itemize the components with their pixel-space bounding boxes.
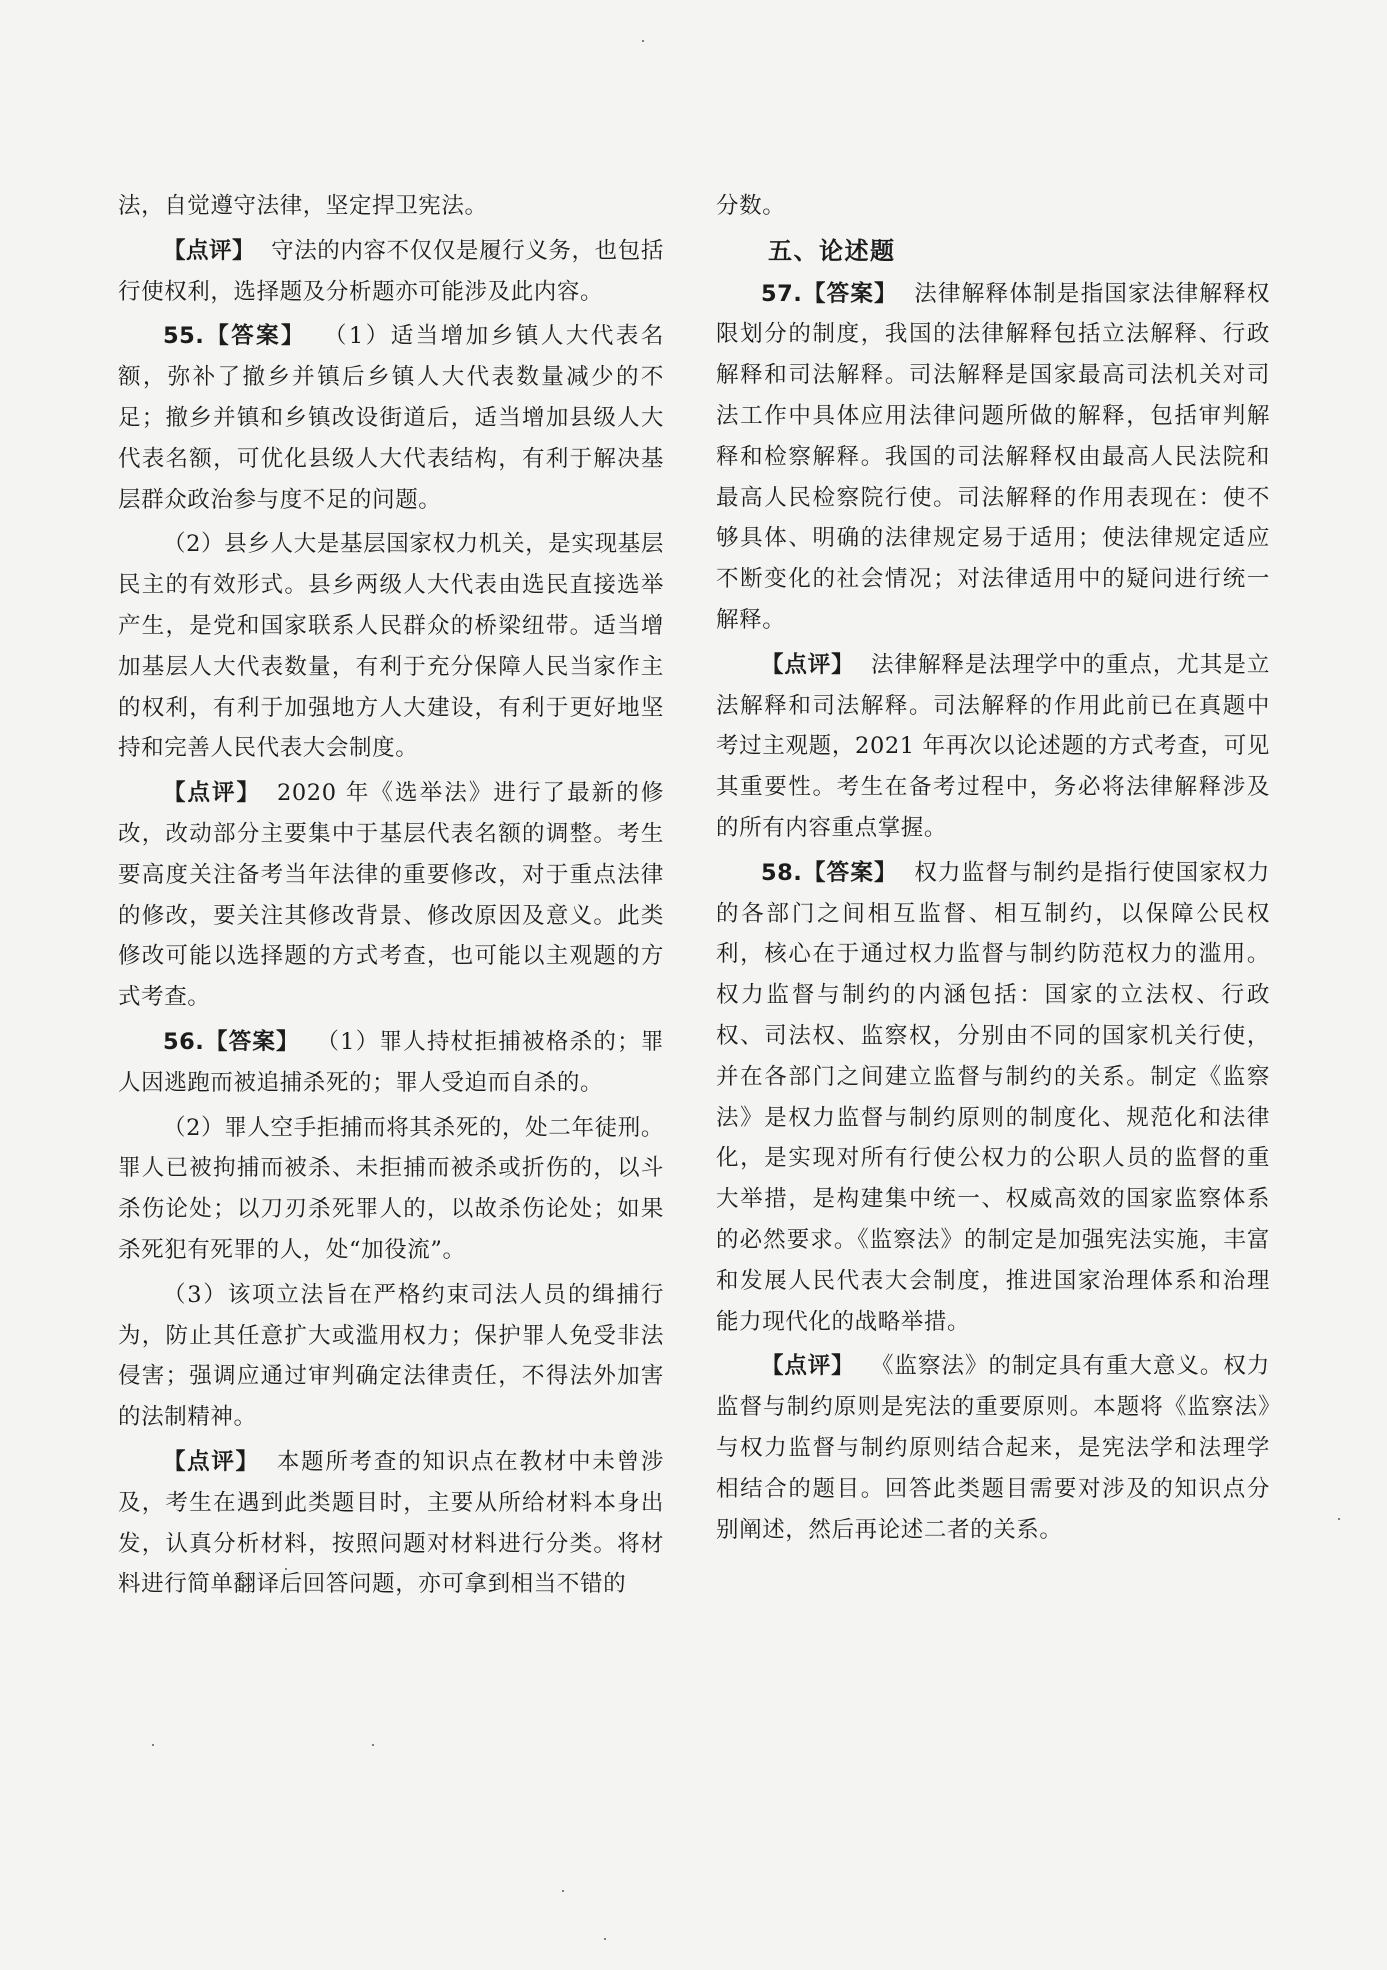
paragraph [716, 186, 1270, 227]
review-58 [716, 1346, 1270, 1550]
review-tag: 【点评】 [761, 651, 855, 678]
answer-text: （1）罪人持杖拒捕被格杀的；罪人因逃跑而被追捕杀死的；罪人受迫而自杀的。 [118, 1028, 664, 1096]
left-column [118, 186, 664, 1609]
right-column [716, 186, 1270, 1554]
review-paragraph [118, 231, 664, 313]
answer-tag: 【答案】 [802, 280, 898, 307]
review-text: 《监察法》的制定具有重大意义。权力监督与制约原则是宪法的重要原则。本题将《监察法》与权力监督与制约原则结合起来，是宪法学和法理学相结合的题目。回答此类题目需要对涉及的知识点分别阐述，然后再论述二者的关系。 [716, 1353, 1270, 1543]
answer-text: 权力监督与制约是指行使国家权力的各部门之间相互监督、相互制约，以保障公民权利，核心在于通过权力监督与制约防范权力的滥用。权力监督与制约的内涵包括：国家的立法权、行政权、司法权、监察权，分别由不同的国家机关行使，并在各部门之间建立监督与制约的关系。制定《监察法》是权力监督与制约原则的制度化、规范化和法律化，是实现对所有行使公权力的公职人员的监督的重大举措，是构建集中统一、权威高效的国家监察体系的必然要求。《监察法》的制定是加强宪法实施，丰富和发展人民代表大会制度，推进国家治理体系和治理能力现代化的战略举措。 [716, 859, 1270, 1335]
review-tag: 【点评】 [761, 1353, 855, 1380]
review-text: 守法的内容不仅仅是履行义务，也包括行使权利，选择题及分析题亦可能涉及此内容。 [118, 237, 664, 305]
answer-56-part-1 [118, 1022, 664, 1104]
scan-speck [562, 1890, 564, 1892]
answer-56-part-2 [118, 1108, 664, 1271]
paragraph-text: 法，自觉遵守法律，坚定捍卫宪法。 [118, 193, 488, 219]
answer-56-part-3 [118, 1275, 664, 1438]
review-tag: 【点评】 [163, 237, 256, 264]
question-number: 58. [761, 859, 803, 886]
question-number: 57. [761, 280, 803, 307]
answer-tag: 【答案】 [802, 859, 898, 886]
paragraph [118, 186, 664, 227]
paragraph-text: 分数。 [716, 193, 786, 219]
answer-text: 法律解释体制是指国家法律解释权限划分的制度，我国的法律解释包括立法解释、行政解释和司法解释。司法解释是国家最高司法机关对司法工作中具体应用法律问题所做的解释，包括审判解释和检察解释。我国的司法解释权由最高人民法院和最高人民检察院行使。司法解释的作用表现在：使不够具体、明确的法律规定易于适用；使法律规定适应不断变化的社会情况；对法律适用中的疑问进行统一解释。 [716, 280, 1270, 633]
answer-55-part-2 [118, 524, 664, 769]
scan-speck [285, 1568, 287, 1570]
review-57 [716, 645, 1270, 849]
question-number: 56. [163, 1028, 205, 1055]
review-text: 法律解释是法理学中的重点，尤其是立法解释和司法解释。司法解释的作用此前已在真题中考过主观题，2021 年再次以论述题的方式考查，可见其重要性。考生在备考过程中，务必将法律解释涉及的所有内容重点掌握。 [716, 651, 1270, 841]
answer-57 [716, 274, 1270, 641]
scan-speck [152, 1744, 154, 1746]
answer-text: （2）县乡人大是基层国家权力机关，是实现基层民主的有效形式。县乡两级人大代表由选民直接选举产生，是党和国家联系人民群众的桥梁纽带。适当增加基层人大代表数量，有利于充分保障人民当家作主的权利，有利于加强地方人大建设，有利于更好地坚持和完善人民代表大会制度。 [118, 531, 664, 762]
review-55 [118, 773, 664, 1018]
answer-text: （3）该项立法旨在严格约束司法人员的缉捕行为，防止其任意扩大或滥用权力；保护罪人免受非法侵害；强调应通过审判确定法律责任，不得法外加害的法制精神。 [118, 1281, 664, 1431]
review-56 [118, 1442, 664, 1605]
review-tag: 【点评】 [163, 1448, 260, 1475]
scan-speck [1338, 1518, 1340, 1520]
scan-speck [604, 1938, 606, 1940]
answer-text: （1）适当增加乡镇人大代表名额，弥补了撤乡并镇后乡镇人大代表数量减少的不足；撤乡并镇和乡镇改设街道后，适当增加县级人大代表名额，可优化县级人大代表结构，有利于解决基层群众政治参与度不足的问题。 [118, 323, 664, 513]
question-number: 55. [163, 323, 205, 350]
answer-tag: 【答案】 [204, 1028, 300, 1055]
scan-speck [642, 40, 644, 42]
answer-text: （2）罪人空手拒捕而将其杀死的，处二年徒刑。罪人已被拘捕而被杀、未拒捕而被杀或折伤的，以斗杀伤论处；以刀刃杀死罪人的，以故杀伤论处；如果杀死犯有死罪的人，处“加役流”。 [118, 1114, 664, 1263]
scan-speck [372, 1744, 374, 1746]
review-text: 本题所考查的知识点在教材中未曾涉及，考生在遇到此类题目时，主要从所给材料本身出发，认真分析材料，按照问题对材料进行分类。将材料进行简单翻译后回答问题，亦可拿到相当不错的 [118, 1448, 664, 1598]
review-tag: 【点评】 [163, 780, 261, 807]
answer-58 [716, 853, 1270, 1343]
answer-55-part-1 [118, 316, 664, 520]
review-text: 2020 年《选举法》进行了最新的修改，改动部分主要集中于基层代表名额的调整。考生要高度关注备考当年法律的重要修改，对于重点法律的修改，要关注其修改背景、修改原因及意义。此类修改可能以选择题的方式考查，也可能以主观题的方式考查。 [118, 780, 664, 1011]
section-heading: 五、论述题 [768, 236, 896, 265]
answer-tag: 【答案】 [204, 323, 306, 350]
